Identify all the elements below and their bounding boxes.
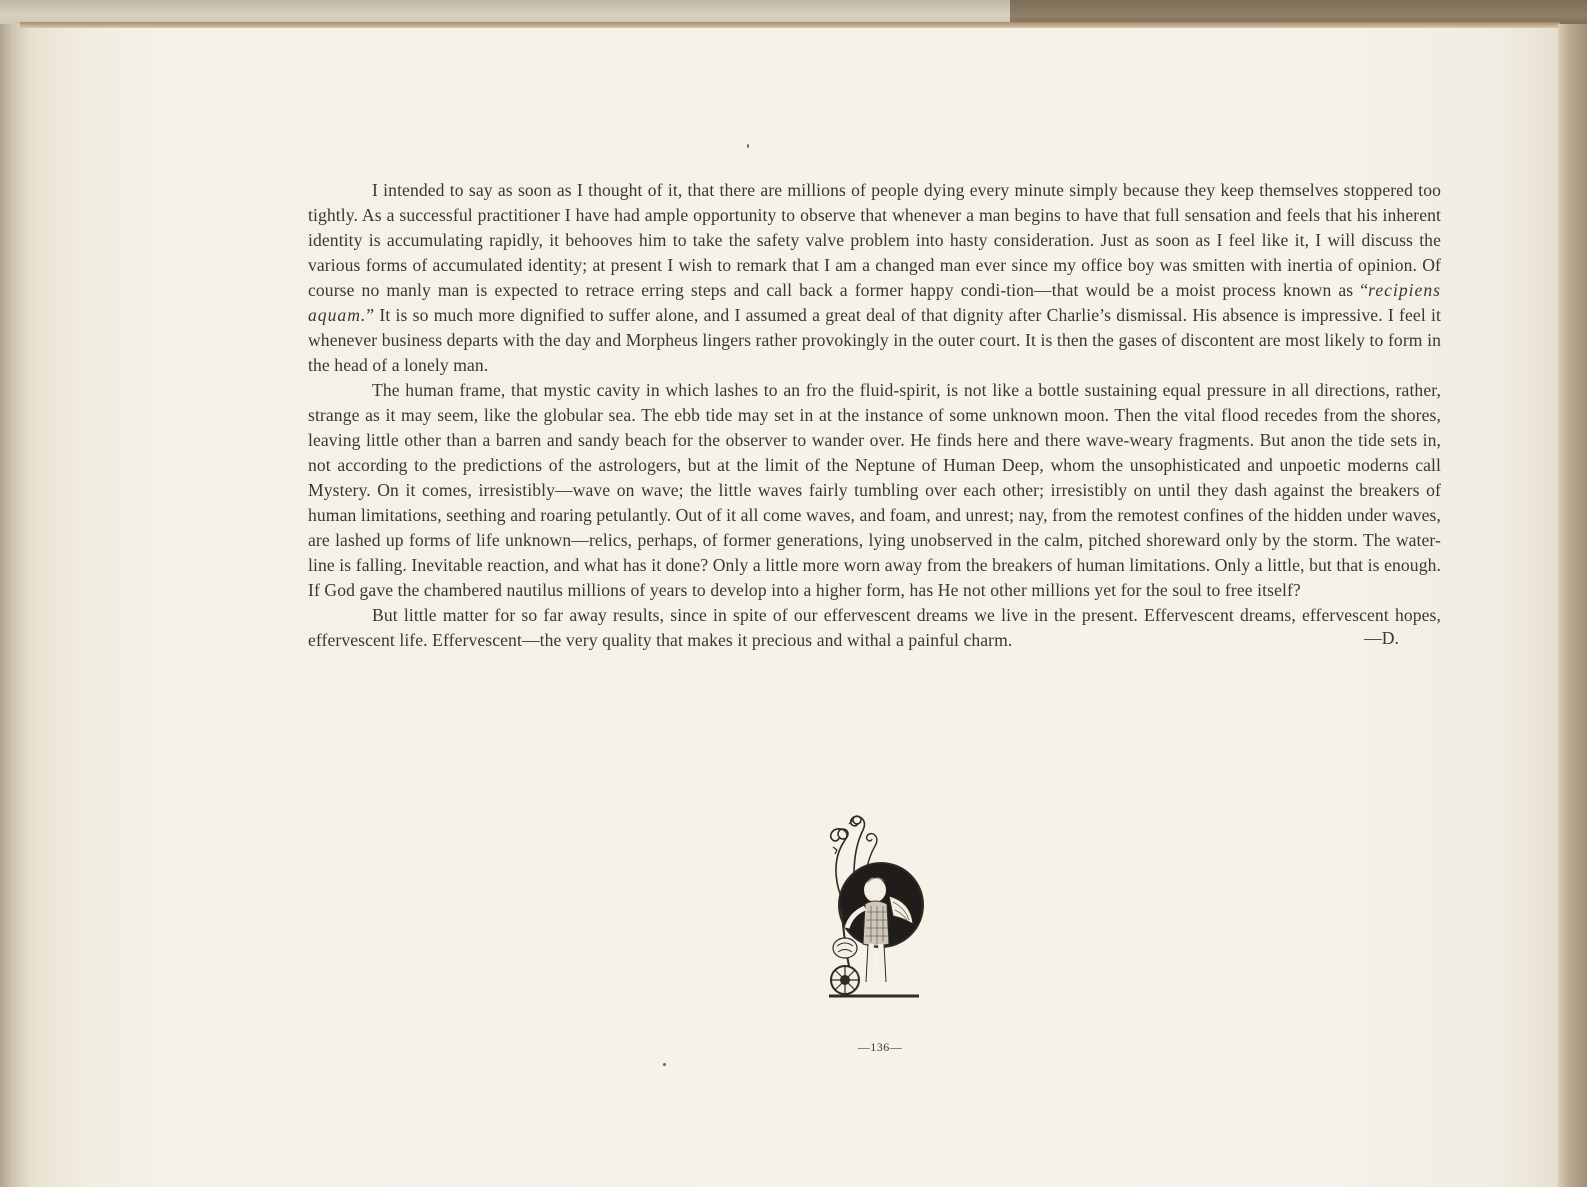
paragraph-1-text-b: ” It is so much more dignified to suffer alone, and I assumed a great deal of that dignity after Charlie’s dismissal. His absence is impressive. I feel it whenever business departs with the day and Morpheus lingers rather provokingly in the outer court. It is then the gases of discontent are most likely to form in the head of a lonely man. [308,305,1441,375]
page-number: —136— [857,1040,903,1054]
paragraph-2: The human frame, that mystic cavity in which lashes to an fro the fluid-spirit, is not like a bottle sustaining equal pressure in all directions, rather, strange as it may seem, like the globular sea. The ebb tide may set in at the instance of some unknown moon. Then the vital flood recedes from the shores, leaving little other than a barren and sandy beach for the observer to wander over. He finds here and there wave-weary fragments. But anon the tide sets in, not according to the predictions of the astrologers, but at the limit of the Neptune of Human Deep, whom the unsophisticated and unpoetic moderns call Mystery. On it comes, irresistibly—wave on wave; the little waves fairly tumbling over each other; irresistibly on until they dash against the breakers of human limitations, seething and roaring petulantly. Out of it all come waves, and foam, and unrest; nay, from the remotest confines of the hidden under waves, are lashed up forms of life unknown—relics, perhaps, of former generations, lying unobserved in the calm, pitched shoreward only by the storm. The water-line is falling. Inevitable reaction, and what has it done? Only a little more worn away from the breakers of human limitations. Only a little, but that is enough. If God gave the chambered nautilus millions of years to develop into a higher form, has He not other millions yet for the soul to free itself? [308,380,1441,600]
paper-speck [663,1063,666,1066]
latin-phrase: recipiens aquam. [308,280,1441,325]
paragraph-3-text: But little matter for so far away results, since in spite of our effervescent dreams we live in the present. Effervescent dreams, effervescent hopes, effervescent life. Effervescent—the very quality that makes it precious and withal a painful charm. [308,605,1441,650]
paper-speck [747,144,749,148]
page-top-edge [20,22,1560,28]
author-signature: —D. [1364,628,1399,648]
paragraph-1 [308,178,1441,378]
article-body [308,178,1441,653]
right-binding-edge [1558,24,1587,1187]
top-edge-left [0,0,1010,24]
paragraph-3 [308,603,1441,653]
paragraph-1-text-a: I intended to say as soon as I thought of it, that there are millions of people dying every minute simply because they keep themselves stoppered too tightly. As a successful practitioner I have had ample opportunity to observe that whenever a man begins to have that full sensation and feels that his inherent identity is accumulating rapidly, it behooves him to take the safety valve problem into hasty consideration. Just as soon as I feel like it, I will discuss the various forms of accumulated identity; at present I wish to remark that I am a changed man ever since my office boy was smitten with inertia of opinion. Of course no manly man is expected to retrace erring steps and call back a former happy condi-tion—that would be a moist process known as “ [308,180,1441,300]
top-edge-right [1010,0,1587,24]
cherub-vignette-icon [823,810,933,1010]
